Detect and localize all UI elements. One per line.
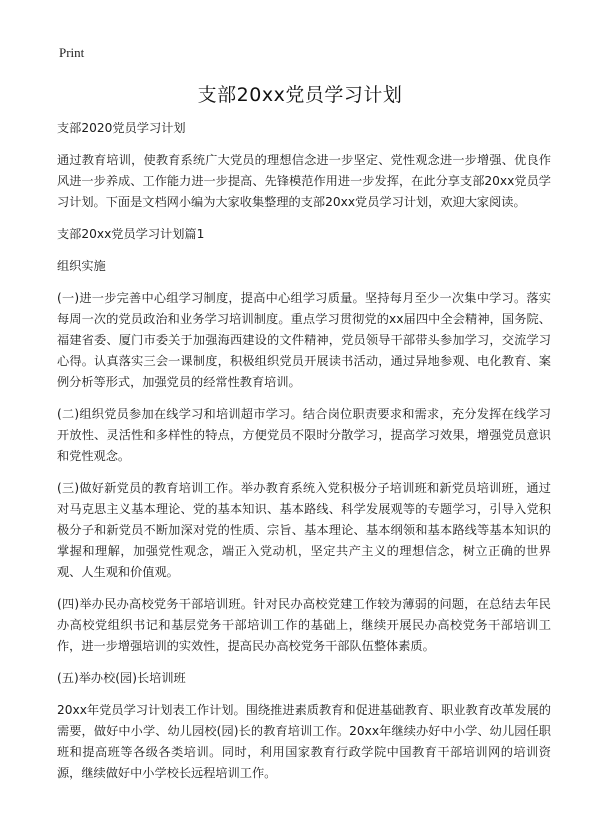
item-paragraph-6: 20xx年党员学习计划表工作计划。围绕推进素质教育和促进基础教育、职业教育改革发展的需要，做好中小学、幼儿园校(园)长的教育培训工作。20xx年继续办好中小学、幼儿园任职班和提高班等各级各类培训。同时，利用国家教育行政学院中国教育干部培训网的培训资源，继续做好中小学校长远程培训工作。 — [57, 703, 551, 780]
org-heading: 组织实施 — [57, 259, 106, 273]
item-paragraph-2: (二)组织党员参加在线学习和培训超市学习。结合岗位职责要求和需求，充分发挥在线学习开放性、灵活性和多样性的特点，方便党员不限时分散学习，提高学习效果，增强党员意识和党性观念。 — [57, 407, 551, 463]
subtitle: 支部2020党员学习计划 — [57, 121, 186, 135]
intro-paragraph: 通过教育培训，使教育系统广大党员的理想信念进一步坚定、党性观念进一步增强、优良作风进一步养成、工作能力进一步提高、先锋模范作用进一步发挥，在此分享支部20xx党员学习计划。下面是文档网小编为大家收集整理的支部20xx党员学习计划，欢迎大家阅读。 — [57, 153, 551, 209]
print-label: Print — [59, 45, 85, 60]
item-paragraph-4: (四)举办民办高校党务干部培训班。针对民办高校党建工作较为薄弱的问题，在总结去年民办高校党组织书记和基层党务干部培训工作的基础上，继续开展民办高校党务干部培训工作，进一步增强培训的实效性，提高民办高校党务干部队伍整体素质。 — [57, 597, 551, 653]
document-body — [57, 118, 551, 795]
item-paragraph-1: (一)进一步完善中心组学习制度，提高中心组学习质量。坚持每月至少一次集中学习。落实每周一次的党员政治和业务学习培训制度。重点学习贯彻党的xx届四中全会精神，国务院、福建省委、厦门市委关于加强海西建设的文件精神，党员领导干部带头参加学习，交流学习心得。认真落实三会一课制度，积极组织党员开展读书活动，通过异地参观、电化教育、案例分析等形式，加强党员的经常性教育培训。 — [57, 291, 551, 389]
item-heading-5: (五)举办校(园)长培训班 — [57, 671, 186, 685]
section-heading: 支部20xx党员学习计划篇1 — [57, 227, 205, 241]
item-paragraph-3: (三)做好新党员的教育培训工作。举办教育系统入党积极分子培训班和新党员培训班，通过对马克思主义基本理论、党的基本知识、基本路线、科学发展观等的专题学习，引导入党积极分子和新党员不断加深对党的性质、宗旨、基本理论、基本纲领和基本路线等基本知识的掌握和理解，加强党性观念，端正入党动机，坚定共产主义的理想信念，树立正确的世界观、人生观和价值观。 — [57, 481, 551, 579]
page-title: 支部20xx党员学习计划 — [197, 84, 403, 106]
